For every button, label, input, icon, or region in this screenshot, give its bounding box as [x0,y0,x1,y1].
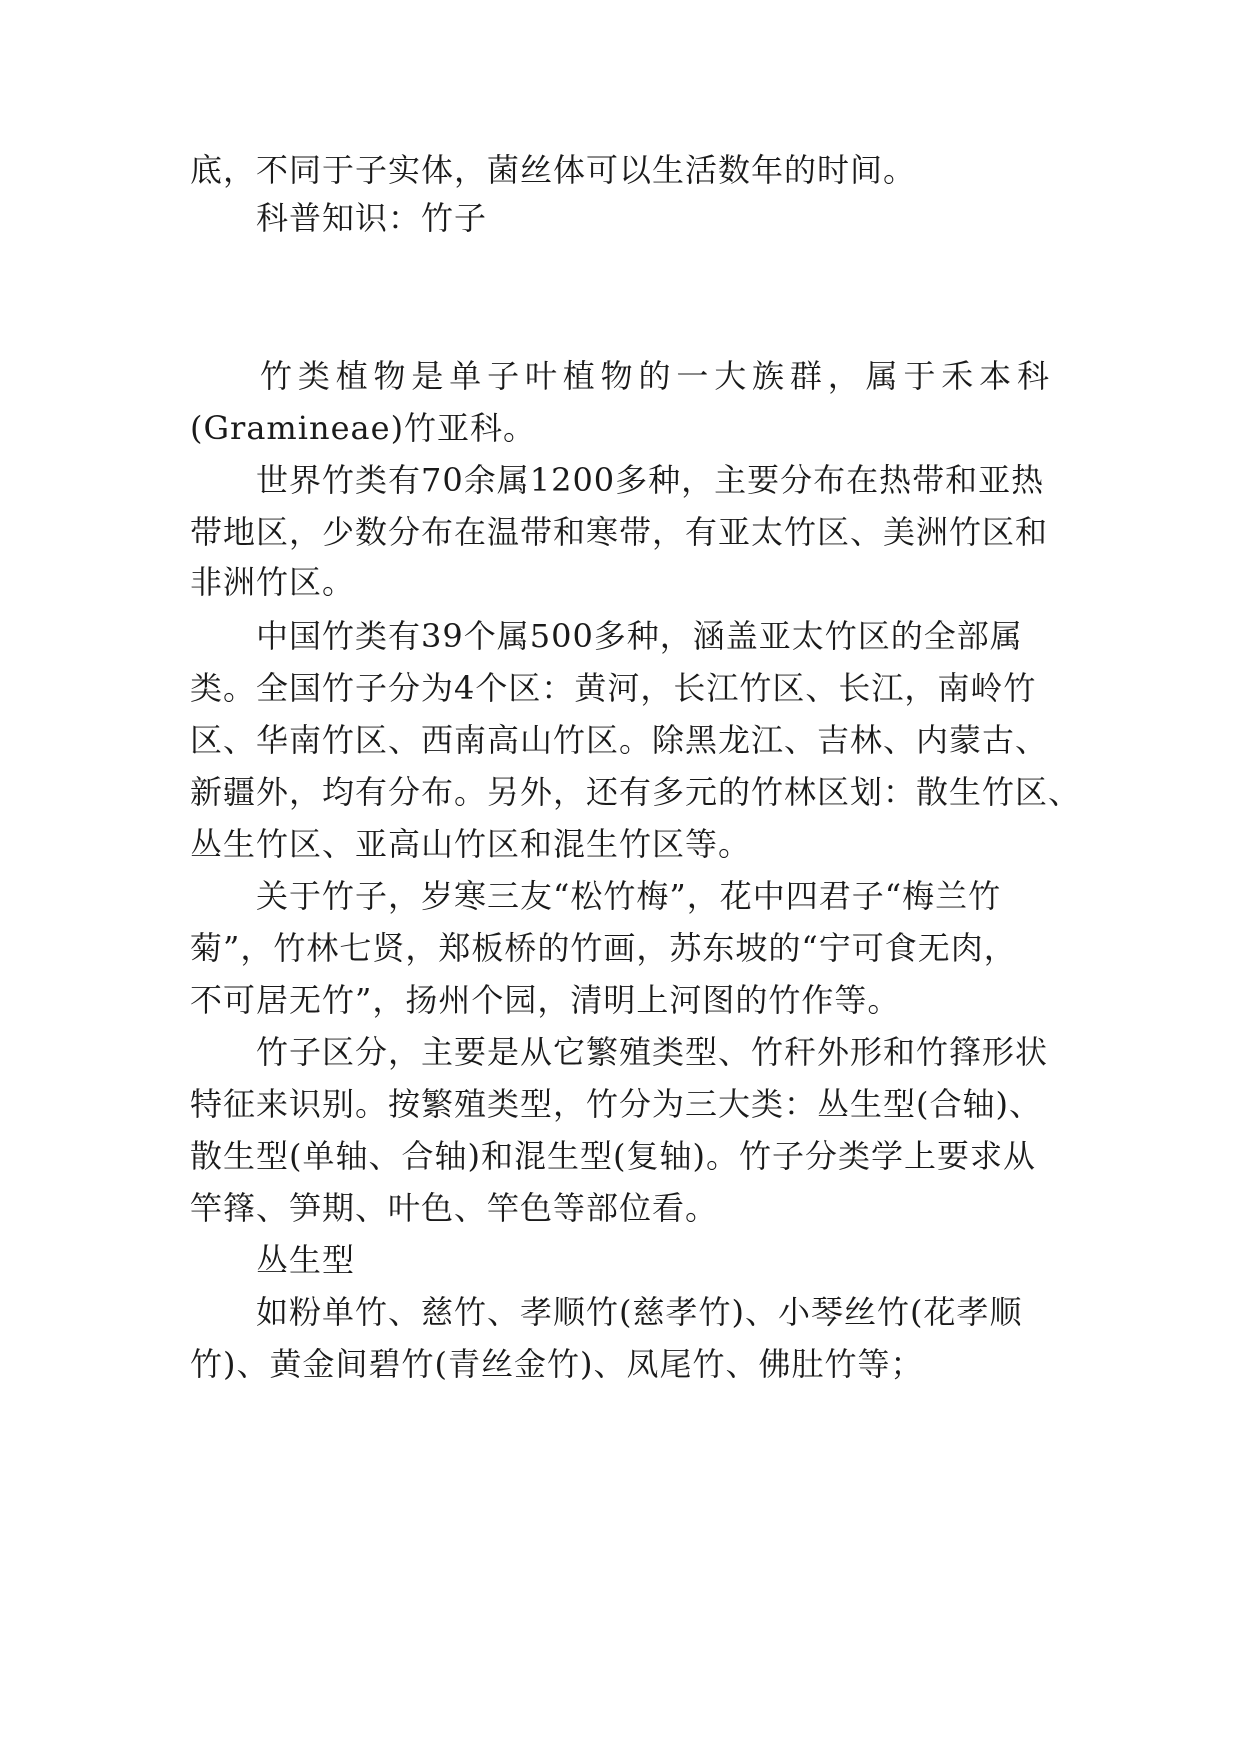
subheading-clumping-type: 丛生型 [256,1241,356,1279]
text-line-7: 非洲竹区。 [190,563,356,601]
text-line-19: 竿箨、笋期、叶色、竿色等部位看。 [190,1189,719,1227]
text-line-5: 世界竹类有70余属1200多种，主要分布在热带和亚热 [256,461,1045,499]
text-line-9: 类。全国竹子分为4个区：黄河，长江竹区、长江，南岭竹 [190,669,1037,707]
text-line-6: 带地区，少数分布在温带和寒带，有亚太竹区、美洲竹区和 [190,513,1049,551]
text-line-16: 竹子区分，主要是从它繁殖类型、竹秆外形和竹箨形状 [256,1033,1049,1071]
text-line-8: 中国竹类有39个属500多种，涵盖亚太竹区的全部属 [256,617,1023,655]
text-line-12: 丛生竹区、亚高山竹区和混生竹区等。 [190,825,752,863]
text-line-4: (Gramineae)竹亚科。 [190,409,537,447]
text-line-21: 如粉单竹、慈竹、孝顺竹(慈孝竹)、小琴丝竹(花孝顺 [256,1293,1023,1331]
text-line-3: 竹类植物是单子叶植物的一大族群，属于禾本科 [260,357,1050,395]
text-line-11: 新疆外，均有分布。另外，还有多元的竹林区划：散生竹区、 [190,773,1082,811]
text-line-1: 底，不同于子实体，菌丝体可以生活数年的时间。 [190,151,917,189]
text-line-10: 区、华南竹区、西南高山竹区。除黑龙江、吉林、内蒙古、 [190,721,1049,759]
text-line-13: 关于竹子，岁寒三友“松竹梅”，花中四君子“梅兰竹 [256,877,1002,915]
text-line-22: 竹)、黄金间碧竹(青丝金竹)、凤尾竹、佛肚竹等； [190,1345,924,1383]
text-line-14: 菊”，竹林七贤，郑板桥的竹画，苏东坡的“宁可食无肉， [190,929,1017,967]
text-line-18: 散生型(单轴、合轴)和混生型(复轴)。竹子分类学上要求从 [190,1137,1036,1175]
section-heading: 科普知识：竹子 [256,199,488,237]
text-line-17: 特征来识别。按繁殖类型，竹分为三大类：丛生型(合轴)、 [190,1085,1042,1123]
document-page [190,0,1082,1754]
text-line-15: 不可居无竹”，扬州个园，清明上河图的竹作等。 [190,981,901,1019]
